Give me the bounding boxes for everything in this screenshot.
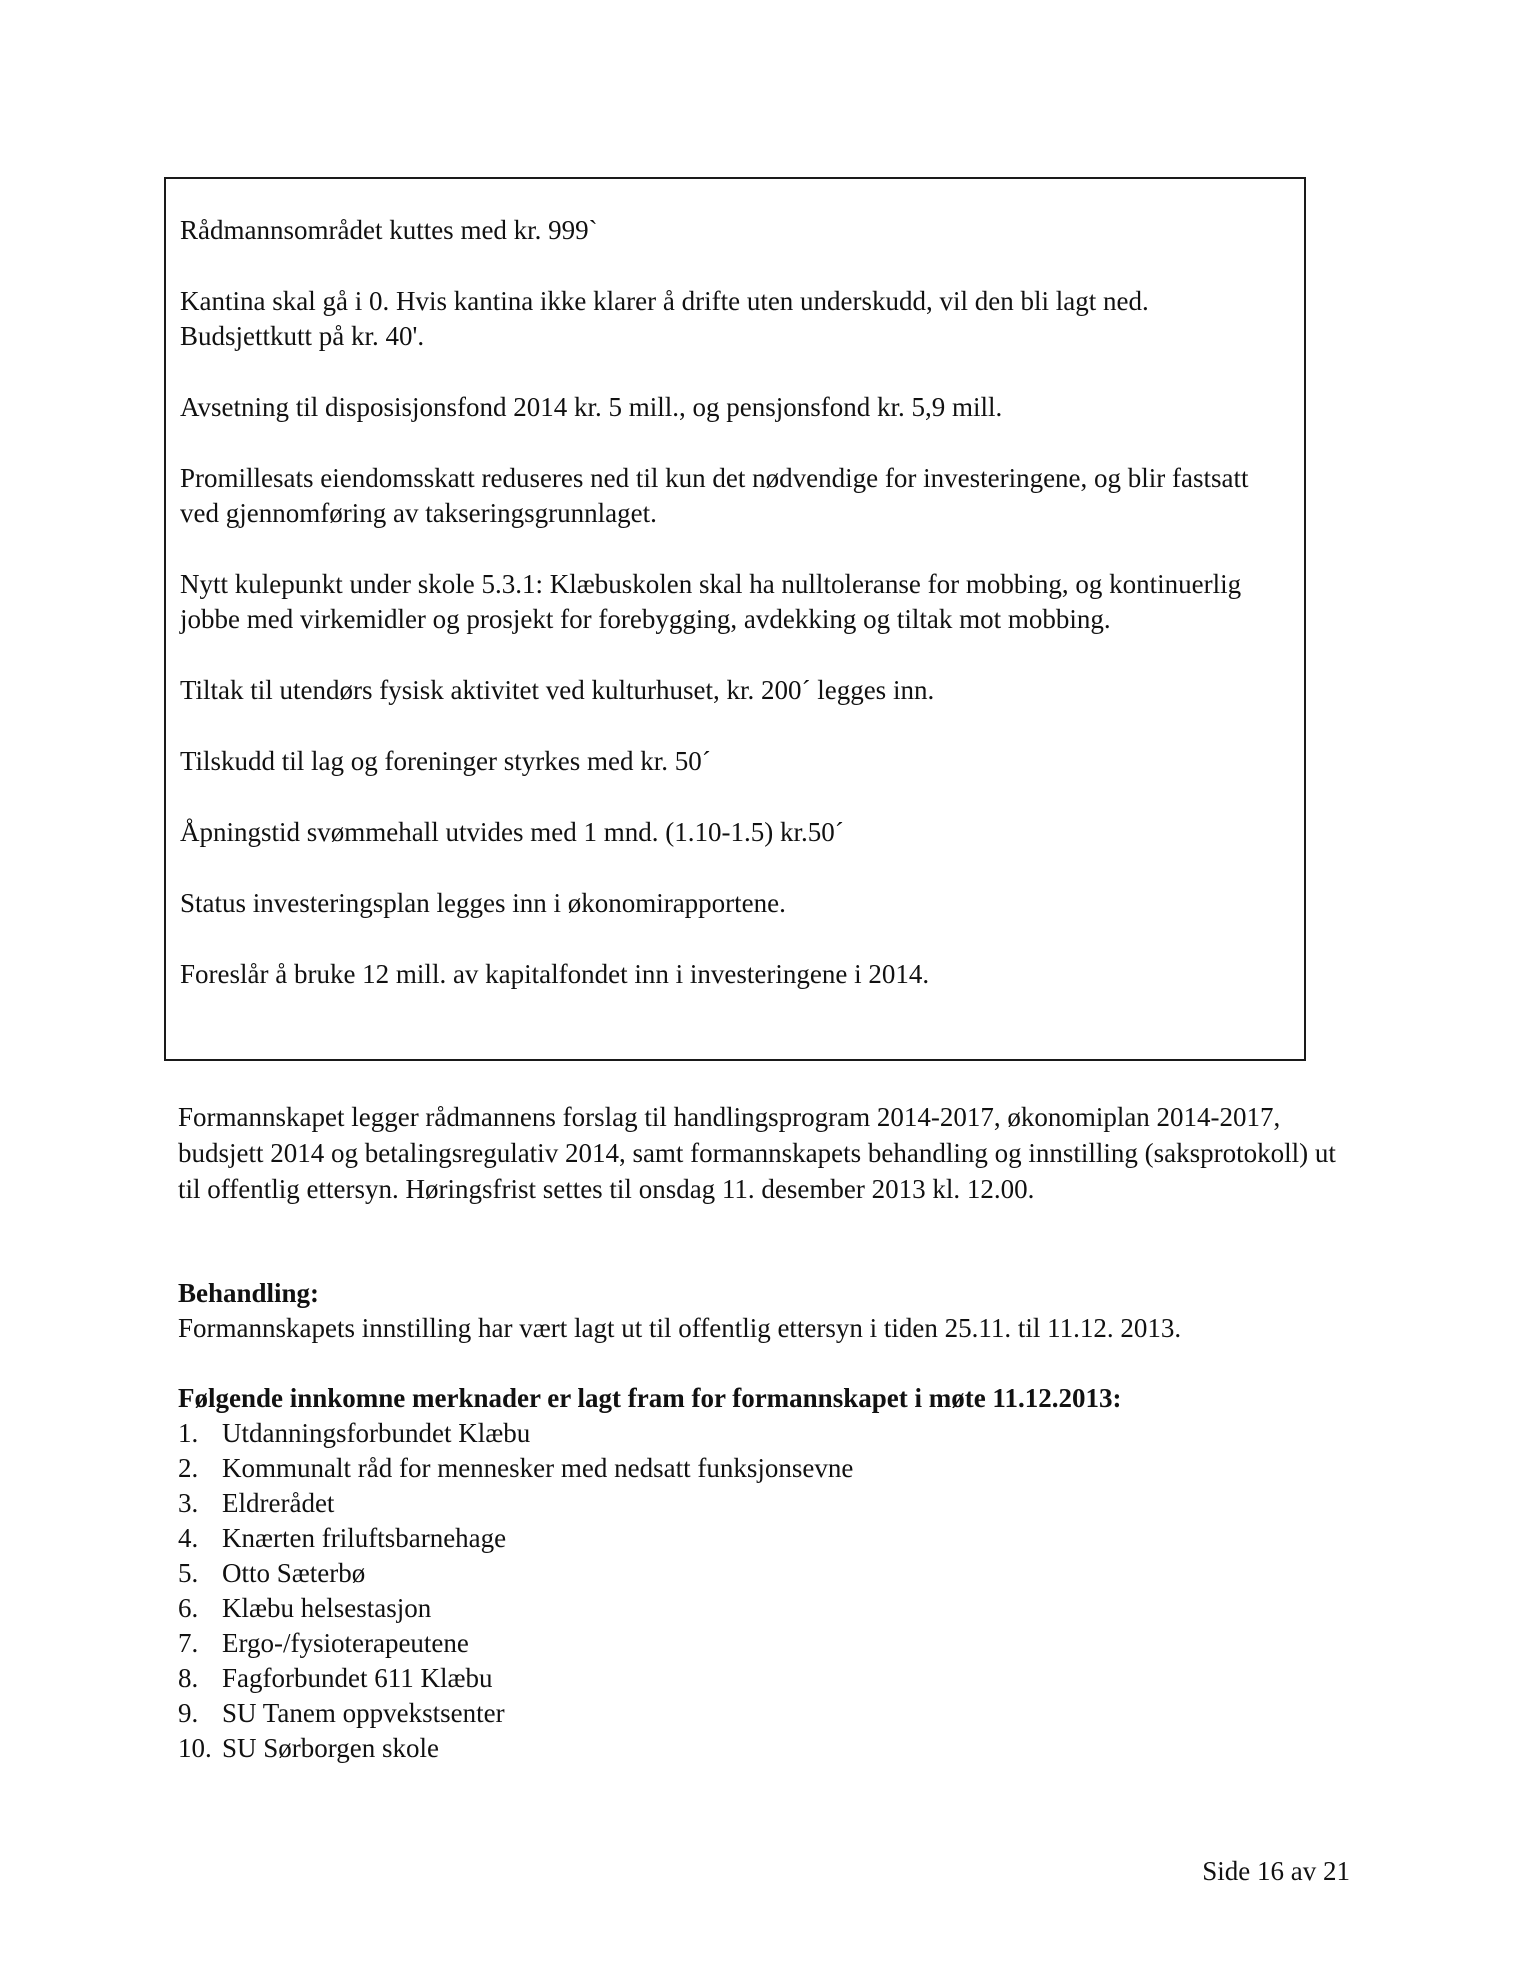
list-item	[178, 1661, 1358, 1696]
list-item-text: Knærten friluftsbarnehage	[222, 1523, 507, 1553]
proposal-box-content	[180, 213, 1264, 1028]
list-item-text: SU Sørborgen skole	[222, 1733, 440, 1763]
list-item-text: Kommunalt råd for mennesker med nedsatt funksjonsevne	[222, 1453, 854, 1483]
list-item	[178, 1626, 1358, 1661]
list-item-number: 4.	[178, 1523, 199, 1553]
proposal-item: Kantina skal gå i 0. Hvis kantina ikke klarer å drifte uten underskudd, vil den bli lagt ned. Budsjettkutt på kr. 40'.	[180, 286, 1149, 351]
proposal-item: Foreslår å bruke 12 mill. av kapitalfondet inn i investeringene i 2014.	[180, 959, 930, 989]
list-item-text: Fagforbundet 611 Klæbu	[222, 1663, 493, 1693]
list-item	[178, 1486, 1358, 1521]
proposal-item: Tilskudd til lag og foreninger styrkes med kr. 50´	[180, 746, 711, 776]
page-number: Side 16 av 21	[1202, 1856, 1350, 1886]
main-paragraph: Formannskapet legger rådmannens forslag til handlingsprogram 2014-2017, økonomiplan 2014-2017, budsjett 2014 og betalingsregulativ 2014, samt formannskapets behandling og innstilling (saksprotokoll) ut til offentlig ettersyn. Høringsfrist settes til onsdag 11. desember 2013 kl. 12.00.	[178, 1102, 1336, 1204]
list-item	[178, 1556, 1358, 1591]
merknader-heading: Følgende innkomne merknader er lagt fram for formannskapet i møte 11.12.2013:	[178, 1383, 1122, 1413]
list-item-text: Utdanningsforbundet Klæbu	[222, 1418, 531, 1448]
list-item-number: 6.	[178, 1593, 199, 1623]
list-item-number: 7.	[178, 1628, 199, 1658]
list-item-text: Klæbu helsestasjon	[222, 1593, 432, 1623]
list-item-number: 1.	[178, 1418, 199, 1448]
behandling-section	[178, 1276, 1358, 1346]
list-item-number: 10.	[178, 1733, 212, 1763]
list-item-number: 5.	[178, 1558, 199, 1588]
list-item	[178, 1521, 1358, 1556]
proposal-item: Status investeringsplan legges inn i økonomirapportene.	[180, 888, 786, 918]
list-item-text: Otto Sæterbø	[222, 1558, 366, 1588]
merknader-section	[178, 1381, 1358, 1766]
proposal-item: Promillesats eiendomsskatt reduseres ned til kun det nødvendige for investeringene, og blir fastsatt ved gjennomføring av takseringsgrunnlaget.	[180, 463, 1249, 528]
proposal-item: Avsetning til disposisjonsfond 2014 kr. 5 mill., og pensjonsfond kr. 5,9 mill.	[180, 392, 1003, 422]
list-item-number: 2.	[178, 1453, 199, 1483]
merknader-list	[178, 1416, 1358, 1766]
list-item-text: Ergo-/fysioterapeutene	[222, 1628, 469, 1658]
list-item	[178, 1731, 1358, 1766]
list-item-number: 8.	[178, 1663, 199, 1693]
proposal-box	[164, 177, 1306, 1061]
behandling-heading: Behandling:	[178, 1278, 320, 1308]
list-item	[178, 1416, 1358, 1451]
list-item	[178, 1696, 1358, 1731]
behandling-text: Formannskapets innstilling har vært lagt ut til offentlig ettersyn i tiden 25.11. til 11.12. 2013.	[178, 1313, 1182, 1343]
list-item	[178, 1591, 1358, 1626]
list-item	[178, 1451, 1358, 1486]
proposal-item: Nytt kulepunkt under skole 5.3.1: Klæbuskolen skal ha nulltoleranse for mobbing, og kontinuerlig jobbe med virkemidler og prosjekt for forebygging, avdekking og tiltak mot mobbing.	[180, 569, 1242, 634]
proposal-item: Rådmannsområdet kuttes med kr. 999`	[180, 215, 598, 245]
list-item-text: Eldrerådet	[222, 1488, 335, 1518]
list-item-number: 9.	[178, 1698, 199, 1728]
proposal-item: Tiltak til utendørs fysisk aktivitet ved kulturhuset, kr. 200´ legges inn.	[180, 675, 935, 705]
list-item-number: 3.	[178, 1488, 199, 1518]
proposal-item: Åpningstid svømmehall utvides med 1 mnd. (1.10-1.5) kr.50´	[180, 817, 844, 847]
list-item-text: SU Tanem oppvekstsenter	[222, 1698, 505, 1728]
